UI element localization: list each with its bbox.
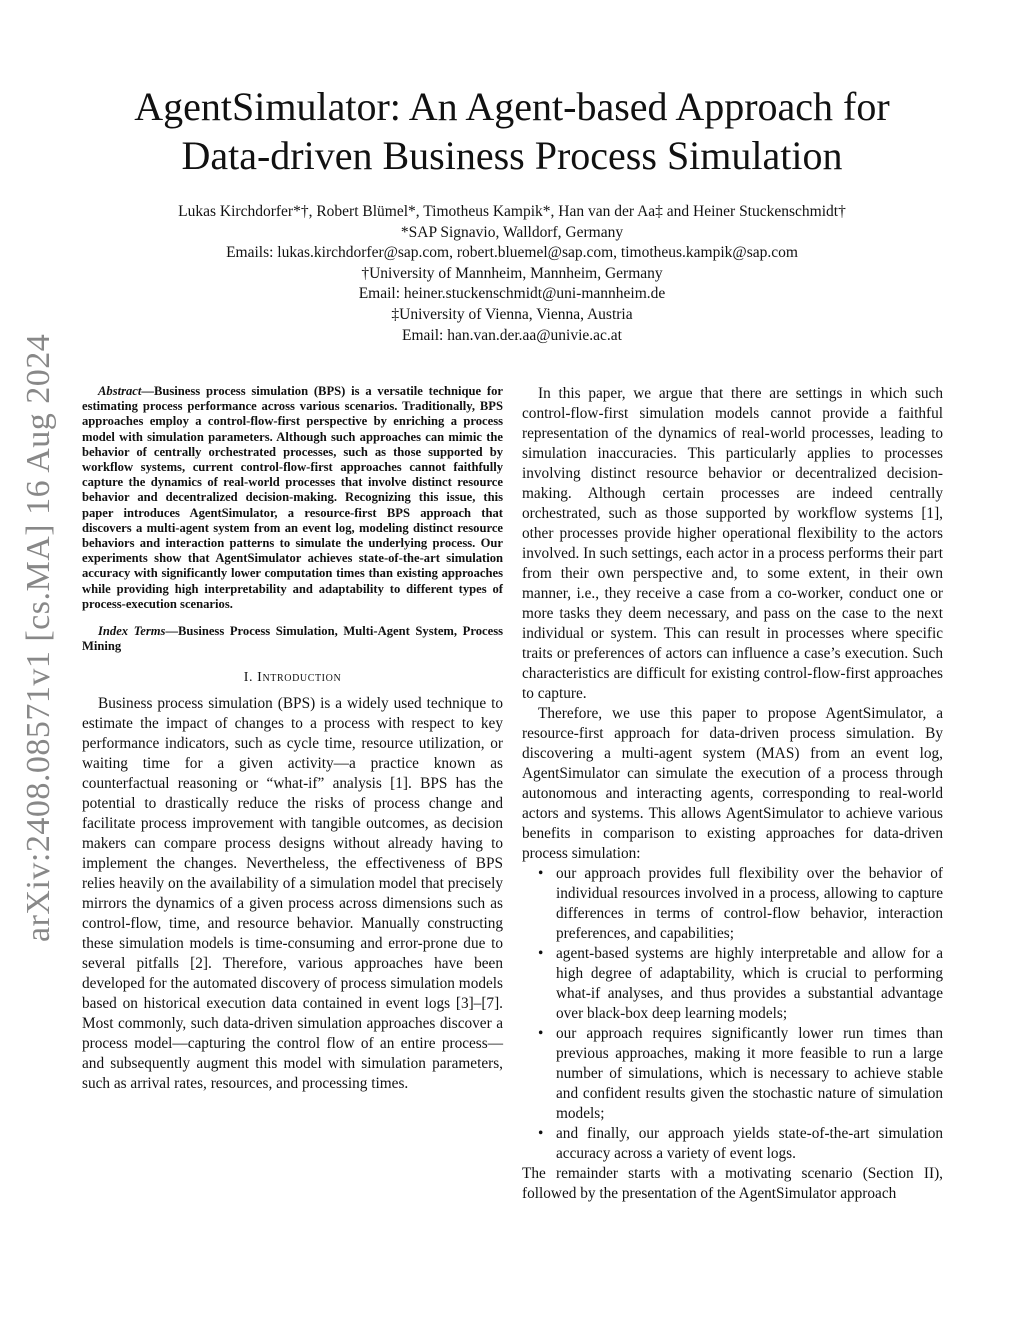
benefit-list — [522, 864, 943, 1164]
bullet-icon: • — [538, 945, 544, 962]
intro-paragraph: Business process simulation (BPS) is a widely used technique to estimate the impact of changes to a process with respect to key performance indicators, such as cycle time, resource utilization, or waiting time for a given activity—a practice known as counterfactual reasoning or “what-if” analysis [1]. BPS has the potential to drastically reduce the risks of process change and facilitate process improvement with tangible outcomes, as decision makers can compare process designs without already having to implement the changes. Nevertheless, the effectiveness of BPS relies heavily on the availability of a simulation model that precisely mirrors the dynamics of a given process across dimensions such as control-flow, time, and resource behavior. Manually constructing these simulation models is time-consuming and error-prone due to several pitfalls [2]. Therefore, various approaches have been developed for the automated discovery of process simulation models based on historical execution data contained in event logs [3]–[7]. Most commonly, such data-driven simulation approaches discover a process model—capturing the control flow of an entire process—and subsequently augment this model with simulation parameters, such as arrival rates, resources, and processing times. — [82, 695, 503, 1093]
list-item — [538, 1024, 943, 1124]
paper-title — [80, 82, 944, 180]
right-column — [522, 384, 943, 1204]
body-paragraph: Therefore, we use this paper to propose AgentSimulator, a resource-first approach for data-driven process simulation. By discovering a multi-agent system (MAS) from an event log, AgentSimulator can simulate the execution of a process through autonomous and interacting agents, corresponding to real-world actors and systems. This allows AgentSimulator to achieve various benefits in comparison to existing approaches for data-driven process simulation: — [522, 705, 943, 862]
affiliation-mannheim: †University of Mannheim, Mannheim, Germany — [361, 264, 663, 282]
bullet-icon: • — [538, 865, 544, 882]
list-item-text: and finally, our approach yields state-of-the-art simulation accuracy across a variety of event logs. — [556, 1125, 943, 1162]
abstract — [82, 384, 503, 612]
abstract-text: —Business process simulation (BPS) is a versatile technique for estimating process performance across various scenarios. Traditionally, BPS approaches employ a control-flow-first perspective by enriching a process model with simulation parameters. Although such approaches can mimic the behavior of centrally orchestrated processes, such as those supported by workflow systems, current control-flow-first approaches cannot faithfully capture the dynamics of real-world processes that involve distinct resource behavior and decentralized decision-making. Recognizing this issue, this paper introduces AgentSimulator, a resource-first BPS approach that discovers a multi-agent system from an event log, modeling distinct resource behaviors and interaction patterns to simulate the underlying process. Our experiments show that AgentSimulator achieves state-of-the-art simulation accuracy with significantly lower computation times than existing approaches while providing high interpretability and adaptability to different types of process-execution scenarios. — [82, 384, 503, 611]
list-item-text: our approach requires significantly lower run times than previous approaches, making it more feasible to run a large number of simulations, which is necessary to achieve stable and confident results given the stochastic nature of simulation models; — [556, 1025, 943, 1122]
author-block — [80, 202, 944, 346]
list-item — [538, 1124, 943, 1164]
index-terms — [82, 624, 503, 654]
email-mannheim: Email: heiner.stuckenschmidt@uni-mannheim.de — [358, 285, 666, 303]
closing-paragraph: The remainder starts with a motivating scenario (Section II), followed by the presentation of the AgentSimulator approach — [522, 1165, 943, 1202]
index-terms-label: Index Terms — [98, 624, 166, 639]
list-item-text: our approach provides full flexibility over the behavior of individual resources involved in a process, allowing to capture differences in terms of control-flow behavior, interaction preferences, and capabilities; — [556, 865, 943, 942]
body-paragraph: In this paper, we argue that there are settings in which such control-flow-first simulation models cannot provide a faithful representation of the dynamics of real-world processes, leading to simulation inaccuracies. This particularly applies to processes involving distinct resource behavior or decentralized decision-making. Although certain processes are indeed centrally orchestrated, such as those supported by workflow systems [1], other processes provide higher operational flexibility to the actors involved. In such settings, each actor in a process performs their part from their own perspective and, to some extent, in their own manner, i.e., they receive a case from a co-worker, conduct one or more tasks they deem necessary, and pass on the case to the next individual or system. This can result in processes where specific traits or preferences of actors can influence a case’s execution. Such characteristics are difficult for existing control-flow-first approaches to capture. — [522, 385, 943, 702]
left-column — [82, 384, 503, 1094]
arxiv-stamp: arXiv:2408.08571v1 [cs.MA] 16 Aug 2024 — [20, 333, 57, 942]
email-vienna: Email: han.van.der.aa@univie.ac.at — [402, 326, 622, 344]
affiliation-sap: *SAP Signavio, Walldorf, Germany — [400, 223, 624, 241]
list-item-text: agent-based systems are highly interpretable and allow for a high degree of adaptability, which is crucial to performing what-if analyses, and thus provides a substantial advantage over black-box deep learning models; — [556, 945, 943, 1022]
list-item — [538, 864, 943, 944]
title-line: Data-driven Business Process Simulation — [181, 133, 843, 178]
affiliation-vienna: ‡University of Vienna, Vienna, Austria — [391, 305, 633, 323]
title-line: AgentSimulator: An Agent-based Approach for — [134, 84, 890, 129]
bullet-icon: • — [538, 1125, 544, 1142]
emails-sap: Emails: lukas.kirchdorfer@sap.com, robert.bluemel@sap.com, timotheus.kampik@sap.com — [226, 244, 798, 262]
section-heading: I. Introduction — [243, 670, 342, 686]
index-terms-text: —Business Process Simulation, Multi-Agent System, Process Mining — [82, 624, 503, 654]
author-names: Lukas Kirchdorfer*†, Robert Blümel*, Timotheus Kampik*, Han van der Aa‡ and Heiner Stuckenschmidt† — [178, 203, 846, 220]
bullet-icon: • — [538, 1025, 544, 1042]
list-item — [538, 944, 943, 1024]
abstract-label: Abstract — [98, 384, 142, 398]
